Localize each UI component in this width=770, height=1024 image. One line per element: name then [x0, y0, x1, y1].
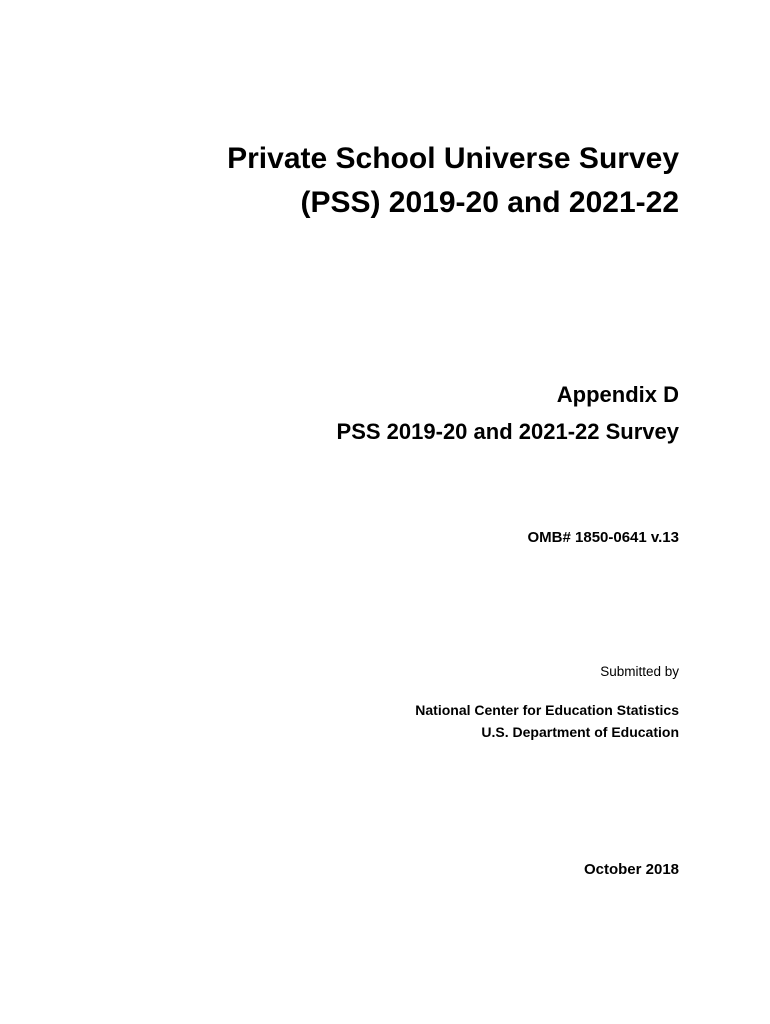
document-title-line-1: Private School Universe Survey: [227, 142, 679, 175]
publication-date: October 2018: [583, 861, 679, 878]
department-name: U.S. Department of Education: [481, 724, 679, 740]
document-title-line-2: (PSS) 2019-20 and 2021-22: [300, 186, 679, 219]
appendix-heading: Appendix D: [556, 382, 679, 407]
appendix-subtitle: PSS 2019-20 and 2021-22 Survey: [336, 419, 679, 444]
omb-number: OMB# 1850-0641 v.13: [527, 529, 679, 546]
organization-name: National Center for Education Statistics: [415, 702, 679, 718]
submitted-by-label: Submitted by: [600, 664, 679, 679]
